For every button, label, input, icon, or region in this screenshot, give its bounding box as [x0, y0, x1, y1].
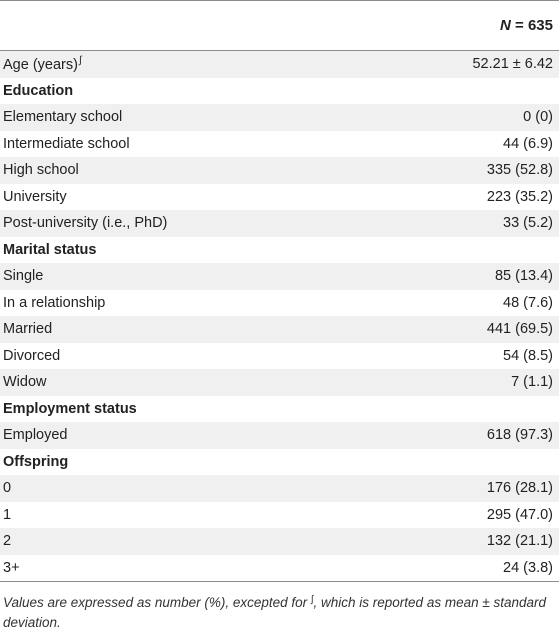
table-row [0, 104, 559, 131]
age-label-text: Age (years) [3, 57, 78, 74]
row-value: 48 (7.6) [503, 294, 553, 311]
section-header-row [0, 78, 559, 105]
integral-marker: ∫ [78, 55, 82, 67]
age-value: 52.21 ± 6.42 [472, 56, 553, 73]
row-value: 0 (0) [523, 109, 553, 126]
row-label: Divorced [3, 347, 61, 364]
section-header-row [0, 396, 559, 423]
footnote-text-after: , which is reported as mean ± standard deviation. [3, 595, 547, 630]
row-label: 1 [3, 506, 12, 523]
table-row [0, 369, 559, 396]
row-value: 7 (1.1) [511, 374, 553, 391]
footnote-text-before: Values are expressed as number (%), excepted for [3, 595, 311, 610]
table-row [0, 263, 559, 290]
row-label: Married [3, 321, 53, 338]
section-title: Offspring [3, 453, 69, 470]
table-footnote [0, 582, 559, 633]
row-label: Elementary school [3, 109, 123, 126]
table-row [0, 157, 559, 184]
section-header-row [0, 237, 559, 264]
table-row [0, 422, 559, 449]
row-label: Widow [3, 374, 47, 391]
sample-size-header [500, 17, 553, 34]
row-value: 295 (47.0) [486, 506, 553, 523]
row-label: 3+ [3, 559, 20, 576]
section-header-row [0, 449, 559, 476]
table-row [0, 290, 559, 317]
row-label: Post-university (i.e., PhD) [3, 215, 168, 232]
row-label: Single [3, 268, 44, 285]
table-body [0, 51, 559, 581]
table-row [0, 343, 559, 370]
row-value: 54 (8.5) [503, 347, 553, 364]
section-title: Education [3, 82, 74, 99]
row-value: 223 (35.2) [486, 188, 553, 205]
row-value: 618 (97.3) [486, 427, 553, 444]
row-value: 24 (3.8) [503, 559, 553, 576]
age-row [0, 51, 559, 78]
table-row [0, 555, 559, 582]
table-row [0, 316, 559, 343]
table-header-row [0, 1, 559, 50]
row-value: 335 (52.8) [486, 162, 553, 179]
row-value: 441 (69.5) [486, 321, 553, 338]
row-label: In a relationship [3, 294, 106, 311]
table-row [0, 502, 559, 529]
row-value: 85 (13.4) [494, 268, 553, 285]
table-row [0, 210, 559, 237]
row-label: High school [3, 162, 79, 179]
row-label: Employed [3, 427, 68, 444]
table-row [0, 184, 559, 211]
section-title: Marital status [3, 241, 97, 258]
row-label: Intermediate school [3, 135, 130, 152]
table-row [0, 131, 559, 158]
age-label [3, 55, 82, 73]
row-label: 0 [3, 480, 12, 497]
footnote-marker: ∫ [310, 594, 314, 605]
n-symbol: N [500, 17, 511, 34]
row-value: 33 (5.2) [503, 215, 553, 232]
row-value: 176 (28.1) [486, 480, 553, 497]
table-row [0, 528, 559, 555]
table-row [0, 475, 559, 502]
n-value: = 635 [510, 17, 553, 34]
row-label: University [3, 188, 67, 205]
row-label: 2 [3, 533, 12, 550]
row-value: 44 (6.9) [503, 135, 553, 152]
section-title: Employment status [3, 400, 137, 417]
row-value: 132 (21.1) [486, 533, 553, 550]
